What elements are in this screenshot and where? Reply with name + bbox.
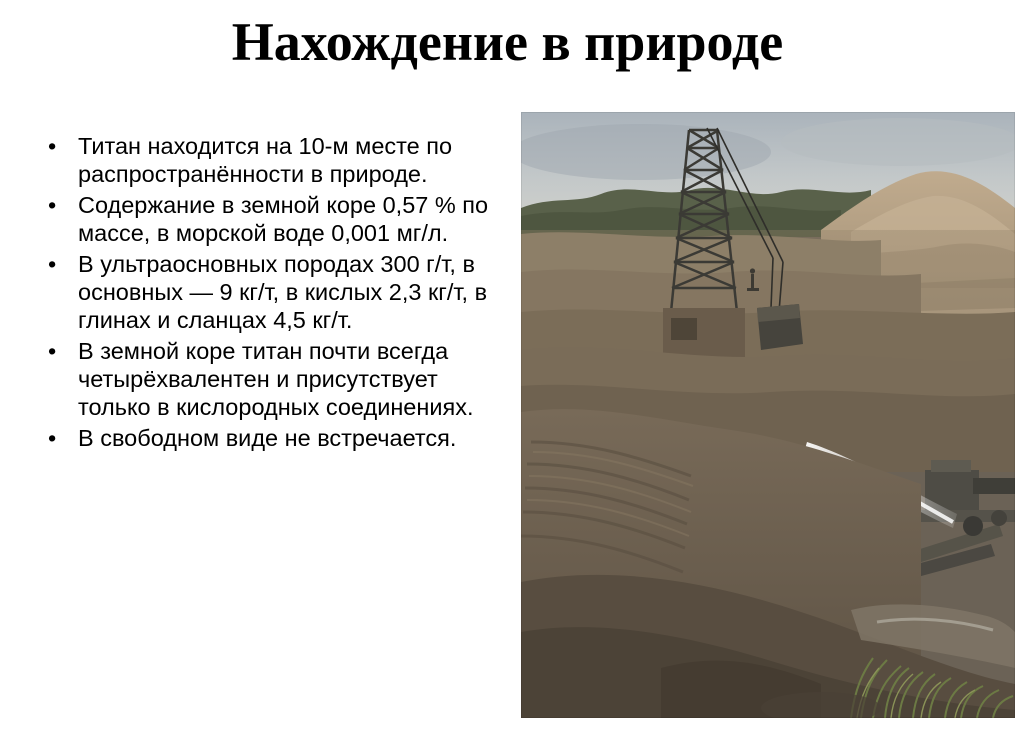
- list-item-text: В свободном виде не встречается.: [78, 425, 457, 451]
- bullet-icon: •: [48, 425, 57, 451]
- page-title: Нахождение в природе: [231, 12, 784, 72]
- list-item: [30, 337, 500, 421]
- list-item: [30, 424, 500, 452]
- mining-quarry-photo: [521, 112, 1015, 718]
- list-item: [30, 132, 500, 188]
- bullet-icon: •: [48, 133, 57, 159]
- bullet-list: [30, 132, 500, 452]
- list-item: [30, 250, 500, 334]
- bullet-icon: •: [48, 192, 57, 218]
- bullet-icon: •: [48, 338, 57, 364]
- list-item-text: В земной коре титан почти всегда четырёхвалентен и присутствует только в кислородных соединениях.: [78, 338, 474, 420]
- list-item: [30, 191, 500, 247]
- list-item-text: Титан находится на 10-м месте по распространённости в природе.: [78, 133, 453, 187]
- list-item-text: Содержание в земной коре 0,57 % по массе, в морской воде 0,001 мг/л.: [78, 192, 489, 246]
- bullet-icon: •: [48, 251, 57, 277]
- content-body: [30, 132, 500, 455]
- list-item-text: В ультраосновных породах 300 г/т, в основных — 9 кг/т, в кислых 2,3 кг/т, в глинах и сланцах 4,5 кг/т.: [78, 251, 488, 333]
